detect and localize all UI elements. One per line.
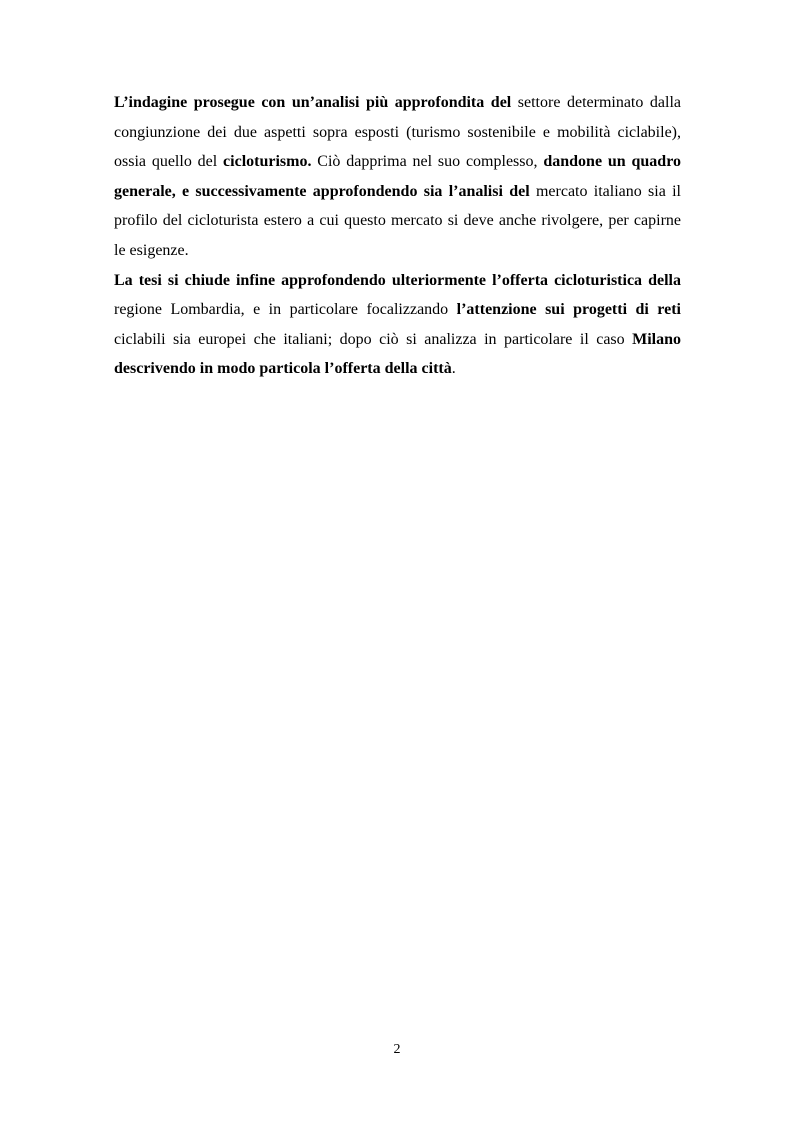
text-span: La tesi si chiude infine approfondendo ulteriormente l’offerta cicloturistica della — [114, 271, 681, 289]
page-body — [114, 88, 681, 384]
page-number: 2 — [393, 1042, 401, 1057]
text-span: cicloturismo. — [223, 153, 312, 171]
text-span: ciclabili sia europei che italiani; dopo ciò si analizza in particolare il caso — [114, 330, 633, 348]
text-span: Ciò dapprima nel suo complesso, — [311, 153, 544, 171]
text-span: . — [451, 360, 456, 378]
text-span: l’attenzione sui progetti di reti — [448, 301, 681, 319]
text-span: Milano — [632, 330, 681, 348]
text-span: descrivendo in modo particola l’offerta della città — [114, 360, 452, 378]
text-span: L’indagine prosegue con un’analisi più approfondita del — [114, 94, 512, 111]
text-span: regione Lombardia, e in particolare focalizzando — [114, 301, 449, 319]
text-span: mercato italiano sia il profilo del cicloturista estero a cui questo mercato si deve anche rivolgere, per capirne le esigenze. — [114, 182, 682, 259]
paragraph-2 — [114, 266, 681, 384]
paragraph-1 — [114, 88, 681, 266]
text-span: settore determinato dalla congiunzione dei due aspetti sopra esposti (turismo sostenibile e mobilità ciclabile), ossia quello del — [114, 94, 682, 171]
text-span: dandone un quadro generale, e successivamente approfondendo sia l’analisi del — [114, 153, 682, 200]
